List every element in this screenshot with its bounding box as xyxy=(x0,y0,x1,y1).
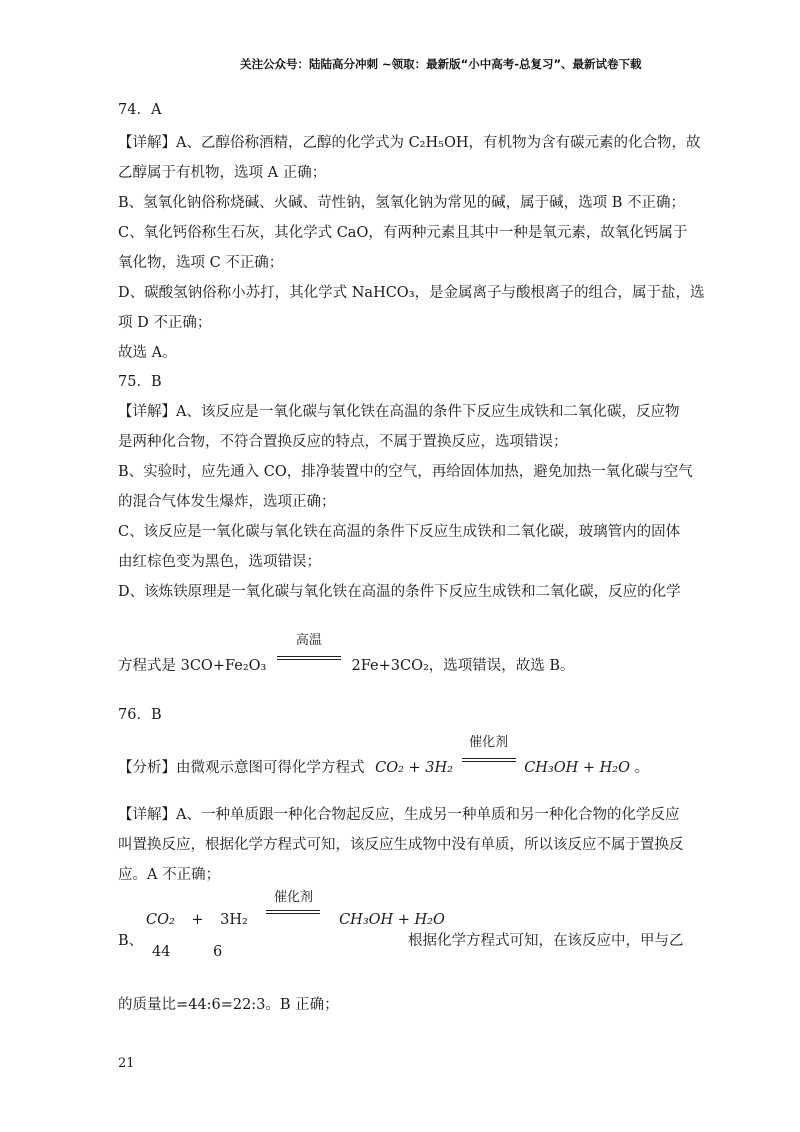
q74-title: 74．A xyxy=(118,102,162,118)
q75-eq-condition-text: 高温 xyxy=(295,633,322,648)
q74-line-4: C、氧化钙俗称生石灰，其化学式 CaO，有两种元素且其中一种是氧元素，故氧化钙属于 xyxy=(118,225,688,241)
q76-eq-rhs: CH₃OH + H₂O xyxy=(524,760,630,776)
q76-b-co2: CO₂ xyxy=(146,912,175,928)
q75-eq-suffix: 2Fe+3CO₂，选项错误，故选 B。 xyxy=(351,658,575,674)
q74-line-5: 氧化物，选项 C 不正确； xyxy=(118,255,284,271)
q75-eq-prefix: 方程式是 3CO+Fe₂O₃ xyxy=(118,658,267,674)
q75-eq-condition-arrow xyxy=(277,633,341,675)
q74-line-6: D、碳酸氢钠俗称小苏打，其化学式 NaHCO₃，是金属离子与酸根离子的组合，属于盐，选 xyxy=(118,285,705,301)
q75-line-1: 【详解】A、该反应是一氧化碳与氧化铁在高温的条件下反应生成铁和二氧化碳，反应物 xyxy=(118,404,680,420)
page-number: 21 xyxy=(118,1056,135,1071)
q76-b-mass-co2: 44 xyxy=(152,944,171,960)
q75-line-2: 是两种化合物，不符合置换反应的特点，不属于置换反应，选项错误； xyxy=(118,434,568,450)
q76-b-text: 根据化学方程式可知，在该反应中，甲与乙 xyxy=(408,933,684,949)
q76-eq-double-line xyxy=(462,758,516,762)
q76-eq-condition-text: 催化剂 xyxy=(469,735,509,750)
q75-line-3: B、实验时，应先通入 CO，排净装置中的空气，再给固体加热，避免加热一氧化碳与空气 xyxy=(118,464,693,480)
q76-b-mass-h2: 6 xyxy=(213,944,223,960)
q76-line-4: 的质量比=44:6=22:3。B 正确； xyxy=(118,997,339,1013)
q74-line-2: 乙醇属于有机物，选项 A 正确； xyxy=(118,165,327,181)
q75-equation-line xyxy=(118,633,575,675)
q74-line-3: B、氢氧化钠俗称烧碱、火碱、苛性钠，氢氧化钠为常见的碱，属于碱，选项 B 不正确； xyxy=(118,195,686,211)
q76-line-2: 叫置换反应，根据化学方程式可知，该反应生成物中没有单质，所以该反应不属于置换反 xyxy=(118,837,684,853)
q76-b-plus: + xyxy=(191,912,204,928)
q76-b-prefix: B、 xyxy=(118,933,144,949)
q76-eq-lhs: CO₂ + 3H₂ xyxy=(375,760,453,776)
q76-b-rhs: CH₃OH + H₂O xyxy=(339,912,445,928)
q75-line-7: D、该炼铁原理是一氧化碳与氧化铁在高温的条件下反应生成铁和二氧化碳，反应的化学 xyxy=(118,584,681,600)
q74-line-8: 故选 A。 xyxy=(118,345,177,361)
q76-b-condition-arrow xyxy=(266,890,320,928)
q75-title: 75．B xyxy=(118,374,162,390)
q76-b-condition-text: 催化剂 xyxy=(273,890,313,905)
q76-analysis-prefix: 【分析】由微观示意图可得化学方程式 xyxy=(118,760,365,776)
q75-eq-double-line xyxy=(277,656,341,660)
q76-analysis-end: 。 xyxy=(634,760,650,776)
q74-line-7: 项 D 不正确； xyxy=(118,315,212,331)
q75-line-6: 由红棕色变为黑色，选项错误； xyxy=(118,554,321,570)
q76-line-3: 应。A 不正确； xyxy=(118,867,221,883)
q76-b-double-line xyxy=(266,910,320,914)
q76-title: 76．B xyxy=(118,707,162,723)
q76-line-1: 【详解】A、一种单质跟一种化合物起反应，生成另一种单质和另一种化合物的化学反应 xyxy=(118,807,680,823)
q76-b-equation xyxy=(146,890,445,928)
q76-b-h2: 3H₂ xyxy=(220,912,248,928)
q75-line-4: 的混合气体发生爆炸，选项正确； xyxy=(118,494,336,510)
q75-line-5: C、该反应是一氧化碳与氧化铁在高温的条件下反应生成铁和二氧化碳，玻璃管内的固体 xyxy=(118,524,681,540)
page-header: 关注公众号：陆陆高分冲刺 ~领取：最新版“小中高考-总复习”、最新试卷下载 xyxy=(240,57,642,71)
q76-analysis-line xyxy=(118,735,650,777)
q74-line-1: 【详解】A、乙醇俗称酒精，乙醇的化学式为 C₂H₅OH，有机物为含有碳元素的化合物，故 xyxy=(118,135,701,151)
q76-eq-condition-arrow xyxy=(462,735,516,777)
